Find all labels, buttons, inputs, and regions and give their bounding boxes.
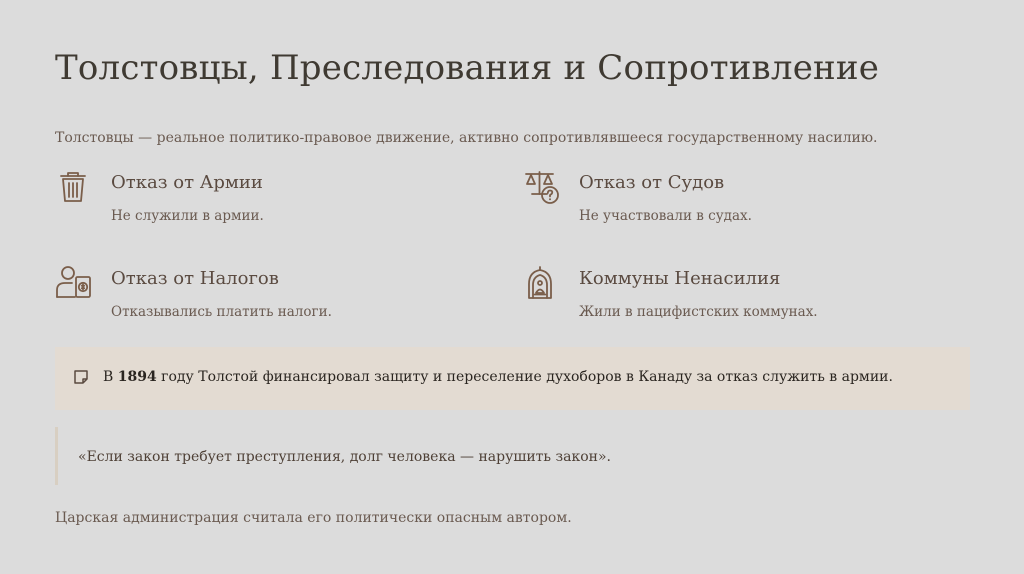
feature-title: Отказ от Судов [579,172,725,193]
note-prefix: В [103,369,114,385]
page-title: Толстовцы, Преследования и Сопротивление [55,48,880,88]
scales-question-icon [523,168,561,206]
feature-title: Отказ от Армии [111,172,263,193]
feature-description: Не служили в армии. [111,208,264,224]
footer-text: Царская администрация считала его политически опасным автором. [55,510,572,526]
quote-block [55,427,611,485]
feature-description: Жили в пацифистских коммунах. [579,304,818,320]
feature-title: Коммуны Ненасилия [579,268,781,289]
note-callout [55,347,970,410]
person-money-icon [55,264,93,302]
note-icon [73,369,89,385]
note-year: 1894 [117,369,157,385]
intro-text: Толстовцы — реальное политико-правовое движение, активно сопротивлявшееся государственному насилию. [55,130,878,146]
feature-description: Отказывались платить налоги. [111,304,332,320]
feature-title: Отказ от Налогов [111,268,279,289]
trash-can-icon [55,168,93,206]
quote-text: «Если закон требует преступления, долг человека — нарушить закон». [78,449,611,465]
meditation-dome-icon [523,264,561,302]
feature-description: Не участвовали в судах. [579,208,752,224]
note-text [103,369,893,385]
note-body: году Толстой финансировал защиту и переселение духоборов в Канаду за отказ служить в армии. [161,369,893,385]
